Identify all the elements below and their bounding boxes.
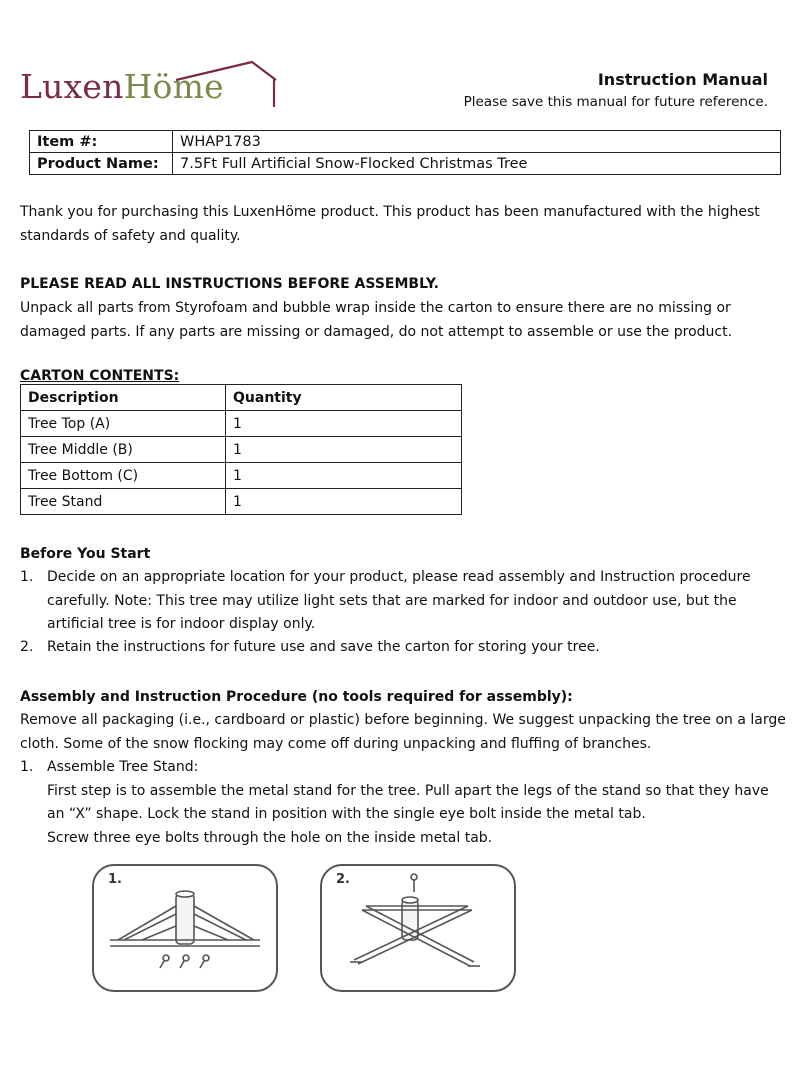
carton-contents-table bbox=[20, 384, 462, 515]
before-start-heading: Before You Start bbox=[20, 546, 151, 562]
intro-paragraph: Thank you for purchasing this LuxenHöme product. This product has been manufactured with the highest standards of safety and quality. bbox=[20, 204, 760, 244]
column-header-quantity: Quantity bbox=[226, 385, 462, 411]
list-text: Decide on an appropriate location for your product, please read assembly and Instruction procedure carefully. Note: This tree may utilize light sets that are marked for indoor and outdoor use, but the artificial tree is for indoor display only. bbox=[47, 569, 751, 632]
logo-part-luxen: Luxen bbox=[20, 67, 124, 106]
column-header-description: Description bbox=[21, 385, 226, 411]
item-info-table bbox=[29, 130, 781, 175]
table-row bbox=[21, 463, 462, 489]
figure-stand-step-2 bbox=[320, 864, 516, 992]
product-name-value: 7.5Ft Full Artificial Snow-Flocked Christmas Tree bbox=[173, 153, 781, 175]
manual-title: Instruction Manual bbox=[597, 70, 768, 89]
figure-label: 1. bbox=[108, 872, 122, 887]
step-text: Screw three eye bolts through the hole on the inside metal tab. bbox=[47, 829, 493, 846]
item-number-label: Item #: bbox=[30, 131, 173, 153]
table-header-row bbox=[21, 385, 462, 411]
cell-quantity: 1 bbox=[226, 489, 462, 515]
list-number: 2. bbox=[20, 639, 34, 655]
list-number: 1. bbox=[20, 569, 34, 585]
logo-part-home: Höme bbox=[123, 67, 224, 106]
cell-description: Tree Stand bbox=[21, 489, 226, 515]
list-item bbox=[20, 636, 790, 660]
table-row bbox=[21, 437, 462, 463]
item-number-value: WHAP1783 bbox=[173, 131, 781, 153]
read-all-heading: PLEASE READ ALL INSTRUCTIONS BEFORE ASSEMBLY. bbox=[20, 276, 439, 292]
read-all-text: Unpack all parts from Styrofoam and bubble wrap inside the carton to ensure there are no missing or damaged parts. If any parts are missing or damaged, do not attempt to assemble or use the product. bbox=[20, 300, 733, 340]
list-number: 1. bbox=[20, 759, 34, 775]
cell-quantity: 1 bbox=[226, 411, 462, 437]
table-row bbox=[21, 489, 462, 515]
figure-stand-step-1 bbox=[92, 864, 278, 992]
figure-label: 2. bbox=[336, 872, 350, 887]
carton-heading: CARTON CONTENTS: bbox=[20, 368, 180, 384]
list-item bbox=[20, 566, 790, 637]
table-row bbox=[21, 411, 462, 437]
tree-stand-open-icon bbox=[94, 866, 276, 990]
cell-quantity: 1 bbox=[226, 437, 462, 463]
cell-description: Tree Top (A) bbox=[21, 411, 226, 437]
list-item bbox=[20, 756, 790, 850]
assembly-heading: Assembly and Instruction Procedure (no tools required for assembly): bbox=[20, 689, 573, 705]
product-name-label: Product Name: bbox=[30, 153, 173, 175]
manual-subtitle: Please save this manual for future reference. bbox=[463, 94, 768, 110]
cell-description: Tree Middle (B) bbox=[21, 437, 226, 463]
step-title: Assemble Tree Stand: bbox=[47, 759, 199, 775]
tree-stand-x-shape-icon bbox=[322, 866, 514, 990]
table-row bbox=[30, 131, 781, 153]
logo-wordmark bbox=[20, 67, 224, 106]
cell-description: Tree Bottom (C) bbox=[21, 463, 226, 489]
step-text: First step is to assemble the metal stand for the tree. Pull apart the legs of the stand so that they have an “X” shape. Lock the stand in position with the single eye bolt inside the metal tab. bbox=[47, 782, 769, 822]
brand-logo bbox=[20, 56, 270, 116]
cell-quantity: 1 bbox=[226, 463, 462, 489]
table-row bbox=[30, 153, 781, 175]
assembly-text: Remove all packaging (i.e., cardboard or plastic) before beginning. We suggest unpacking the tree on a large cloth. Some of the snow flocking may come off during unpacking and fluffing of branches. bbox=[20, 712, 786, 752]
list-text: Retain the instructions for future use and save the carton for storing your tree. bbox=[47, 639, 600, 655]
